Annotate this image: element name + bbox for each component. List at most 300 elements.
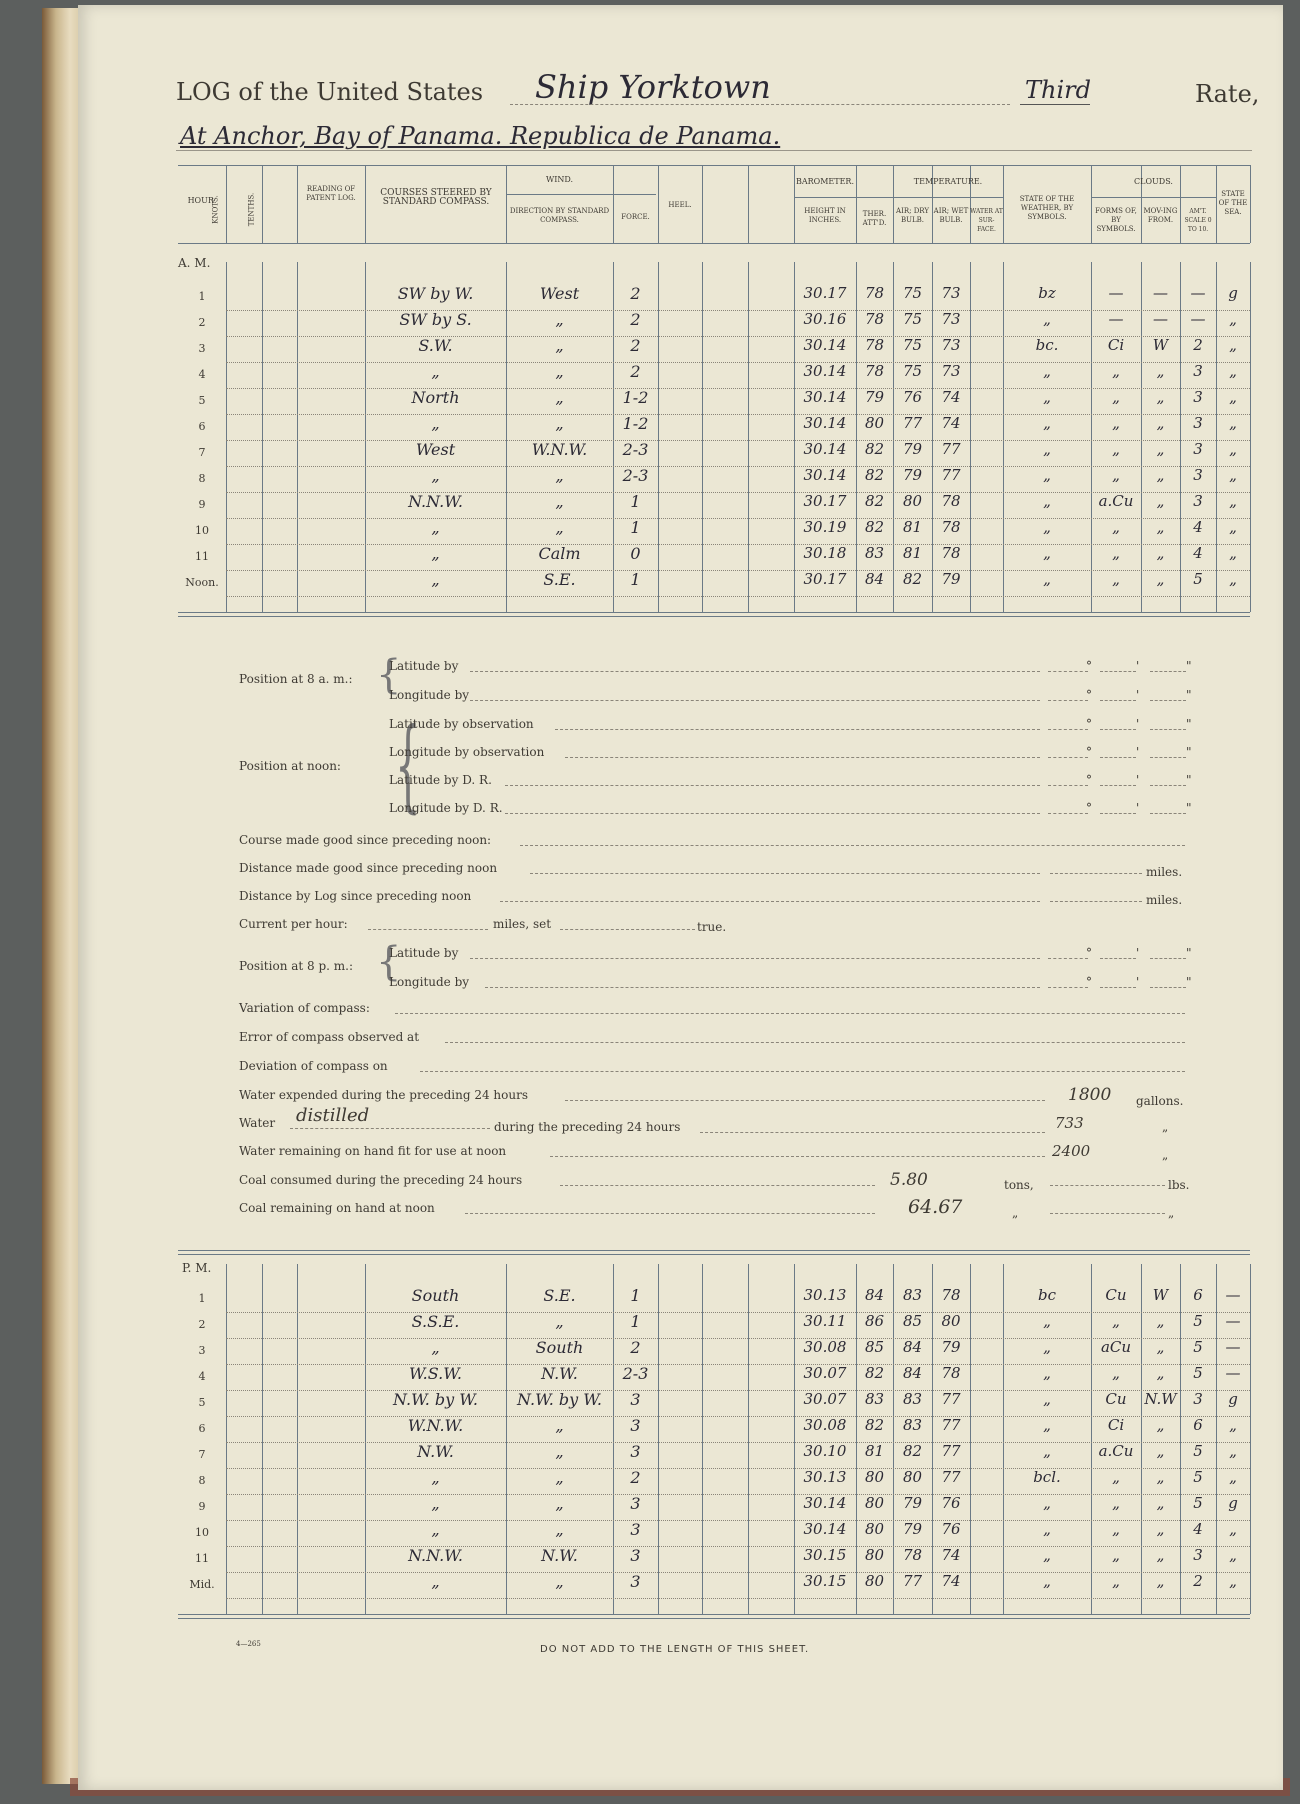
course-cell: SW by S. <box>399 310 472 329</box>
wet-cell: 77 <box>941 1468 961 1486</box>
deg-mark: ° <box>1086 801 1092 815</box>
lon-by-label-pm: Longitude by <box>389 975 470 989</box>
rate-value: Third <box>1025 76 1091 104</box>
bar-cell: 30.14 <box>803 466 847 484</box>
ther-cell: 82 <box>864 518 885 536</box>
sea-cell: — <box>1225 1286 1241 1304</box>
weather-cell: „ <box>1043 1546 1051 1564</box>
min-mark: ' <box>1136 946 1140 960</box>
amount-cell: 3 <box>1193 388 1203 406</box>
hour-cell: 3 <box>198 342 206 355</box>
dry-cell: 77 <box>902 414 923 432</box>
coal-remaining-label: Coal remaining on hand at noon <box>239 1201 435 1215</box>
dry-cell: 83 <box>902 1416 923 1434</box>
sea-header: STATE OF THE SEA. <box>1218 190 1248 216</box>
dry-cell: 77 <box>902 1572 923 1590</box>
ditto-mark: „ <box>1162 1148 1169 1162</box>
wet-cell: 78 <box>941 492 961 510</box>
weather-cell: bc. <box>1035 336 1059 354</box>
weather-cell: „ <box>1043 570 1051 588</box>
wet-cell: 76 <box>941 1494 961 1512</box>
hour-cell: 7 <box>198 446 206 459</box>
water-label: Water <box>239 1116 276 1130</box>
bar-cell: 30.14 <box>803 388 847 406</box>
sea-cell: „ <box>1229 1468 1237 1486</box>
dry-cell: 79 <box>902 466 923 484</box>
hour-cell: 1 <box>198 1292 206 1305</box>
ther-cell: 79 <box>864 388 885 406</box>
water-remaining-label: Water remaining on hand fit for use at noon <box>239 1144 507 1158</box>
min-mark: ' <box>1136 745 1140 759</box>
dry-cell: 78 <box>902 1546 923 1564</box>
cloud-amount-header: AM'T. SCALE 0 TO 10. <box>1184 208 1212 233</box>
hour-cell: 8 <box>198 1474 206 1487</box>
wind-cell: „ <box>555 492 564 511</box>
moving-cell: „ <box>1156 414 1165 432</box>
gallons-label: gallons. <box>1136 1094 1184 1108</box>
hour-cell: 6 <box>198 1422 206 1435</box>
wet-cell: 78 <box>941 1286 961 1304</box>
amount-cell: 4 <box>1193 544 1203 562</box>
moving-cell: „ <box>1156 1494 1165 1512</box>
wind-cell: West <box>539 284 580 303</box>
wet-cell: 74 <box>941 1572 961 1590</box>
dry-cell: 75 <box>902 336 923 354</box>
moving-cell: N.W <box>1144 1390 1177 1408</box>
course-cell: North <box>411 388 460 407</box>
forms-cell: „ <box>1112 1312 1120 1330</box>
bar-cell: 30.13 <box>803 1286 847 1304</box>
dry-cell: 79 <box>902 440 923 458</box>
dry-cell: 80 <box>902 492 923 510</box>
hour-header: HOUR. <box>187 196 217 205</box>
deg-mark: ° <box>1086 975 1092 989</box>
weather-cell: „ <box>1043 492 1051 510</box>
wet-cell: 77 <box>941 1442 961 1460</box>
ship-name-line <box>510 104 1010 105</box>
hour-cell: 7 <box>198 1448 206 1461</box>
moving-cell: „ <box>1156 1338 1165 1356</box>
water-remaining-value: 2400 <box>1052 1142 1091 1160</box>
course-cell: W.S.W. <box>409 1364 462 1383</box>
forms-cell: a.Cu <box>1098 1442 1134 1460</box>
ther-cell: 78 <box>864 336 885 354</box>
cloud-moving-header: MOV-ING FROM. <box>1143 207 1178 224</box>
bar-cell: 30.14 <box>803 336 847 354</box>
forms-cell: — <box>1108 310 1124 328</box>
ther-cell: 82 <box>864 1416 885 1434</box>
wind-cell: N.W. <box>541 1546 578 1565</box>
min-mark: ' <box>1136 717 1140 731</box>
course-cell: S.S.E. <box>411 1312 460 1331</box>
moving-cell: „ <box>1156 1520 1165 1538</box>
weather-cell: „ <box>1043 1338 1051 1356</box>
deg-mark: ° <box>1086 717 1092 731</box>
sec-mark: " <box>1186 773 1192 787</box>
hour-cell: 4 <box>198 1370 206 1383</box>
amount-cell: 2 <box>1193 1572 1203 1590</box>
sea-cell: „ <box>1229 1572 1237 1590</box>
min-mark: ' <box>1136 975 1140 989</box>
lon-obs-label: Longitude by observation <box>389 745 545 759</box>
coal-consumed-value: 5.80 <box>890 1170 928 1190</box>
dry-cell: 80 <box>902 1468 923 1486</box>
moving-cell: „ <box>1156 544 1165 562</box>
wind-cell: „ <box>555 336 564 355</box>
forms-cell: aCu <box>1100 1338 1132 1356</box>
forms-cell: „ <box>1112 1468 1120 1486</box>
ther-cell: 80 <box>864 414 885 432</box>
weather-cell: „ <box>1043 440 1051 458</box>
amount-cell: 3 <box>1193 440 1203 458</box>
ther-cell: 80 <box>864 1494 885 1512</box>
sec-mark: " <box>1186 745 1192 759</box>
ther-cell: 82 <box>864 466 885 484</box>
dist-log-label: Distance by Log since preceding noon <box>239 889 472 903</box>
course-cell: „ <box>431 362 440 381</box>
forms-cell: „ <box>1112 388 1120 406</box>
amount-cell: — <box>1190 284 1206 302</box>
hour-cell: 5 <box>198 394 206 407</box>
amount-cell: 6 <box>1193 1416 1203 1434</box>
forms-cell: „ <box>1112 362 1120 380</box>
weather-cell: „ <box>1043 1520 1051 1538</box>
bar-cell: 30.13 <box>803 1468 847 1486</box>
sea-cell: g <box>1228 284 1238 302</box>
forms-cell: a.Cu <box>1098 492 1134 510</box>
wet-cell: 77 <box>941 1390 961 1408</box>
wet-cell: 80 <box>941 1312 961 1330</box>
deg-mark: ° <box>1086 946 1092 960</box>
bar-cell: 30.14 <box>803 1494 847 1512</box>
variation-label: Variation of compass: <box>239 1001 370 1015</box>
course-cell: „ <box>431 1572 440 1591</box>
course-cell: SW by W. <box>397 284 474 303</box>
force-cell: 1-2 <box>622 388 649 407</box>
force-cell: 3 <box>630 1546 641 1565</box>
sec-mark: " <box>1186 688 1192 702</box>
hour-cell: 9 <box>198 498 206 511</box>
dry-cell: 75 <box>902 362 923 380</box>
air-wet-header: AIR; WET BULB. <box>933 207 969 224</box>
moving-cell: W <box>1152 336 1169 354</box>
forms-cell: „ <box>1112 466 1120 484</box>
pos-8am-label: Position at 8 a. m.: <box>239 672 353 686</box>
bar-cell: 30.15 <box>803 1572 847 1590</box>
tons-label: tons, <box>1004 1178 1034 1192</box>
dry-cell: 82 <box>902 570 923 588</box>
deg-mark: ° <box>1086 745 1092 759</box>
min-mark: ' <box>1136 688 1140 702</box>
force-cell: 2-3 <box>622 440 649 459</box>
deg-mark: ° <box>1086 773 1092 787</box>
wind-cell: „ <box>555 1312 564 1331</box>
sea-cell: „ <box>1229 414 1237 432</box>
deviation-label: Deviation of compass on <box>239 1059 388 1073</box>
true-label: true. <box>697 920 727 934</box>
course-cell: „ <box>431 1520 440 1539</box>
bar-cell: 30.07 <box>803 1390 847 1408</box>
force-cell: 2 <box>630 1468 641 1487</box>
ship-name: Ship Yorktown <box>535 68 771 106</box>
dry-cell: 79 <box>902 1520 923 1538</box>
wet-cell: 73 <box>941 336 961 354</box>
force-cell: 2 <box>630 336 641 355</box>
moving-cell: „ <box>1156 1416 1165 1434</box>
amount-cell: 3 <box>1193 492 1203 510</box>
wet-cell: 78 <box>941 544 961 562</box>
ther-cell: 85 <box>864 1338 885 1356</box>
knots-header: KNOTS. <box>211 195 220 224</box>
sea-cell: „ <box>1229 336 1237 354</box>
bar-cell: 30.11 <box>803 1312 847 1330</box>
forms-cell: „ <box>1112 1494 1120 1512</box>
bar-cell: 30.17 <box>803 492 847 510</box>
moving-cell: „ <box>1156 570 1165 588</box>
forms-cell: „ <box>1112 1364 1120 1382</box>
dry-cell: 75 <box>902 310 923 328</box>
course-cell: N.W. by W. <box>393 1390 478 1409</box>
weather-cell: „ <box>1043 1572 1051 1590</box>
form-number: 4—265 <box>236 1640 261 1648</box>
forms-cell: „ <box>1112 1520 1120 1538</box>
wet-cell: 74 <box>941 414 961 432</box>
hour-cell: 9 <box>198 1500 206 1513</box>
weather-cell: „ <box>1043 388 1051 406</box>
amount-cell: 5 <box>1193 1312 1203 1330</box>
weather-cell: „ <box>1043 518 1051 536</box>
forms-cell: — <box>1108 284 1124 302</box>
ther-cell: 82 <box>864 1364 885 1382</box>
amount-cell: 5 <box>1193 1468 1203 1486</box>
amount-cell: 5 <box>1193 1442 1203 1460</box>
force-cell: 1 <box>630 492 641 511</box>
force-cell: 2 <box>630 284 641 303</box>
dist-made-label: Distance made good since preceding noon <box>239 861 498 875</box>
sea-cell: „ <box>1229 1442 1237 1460</box>
sea-cell: „ <box>1229 388 1237 406</box>
pos-noon-label: Position at noon: <box>239 759 341 773</box>
wind-cell: Calm <box>538 544 581 563</box>
course-made-label: Course made good since preceding noon: <box>239 833 492 847</box>
hour-cell: 3 <box>198 1344 206 1357</box>
course-cell: „ <box>431 1494 440 1513</box>
forms-cell: „ <box>1112 440 1120 458</box>
bar-ther-header: THER. ATT'D. <box>862 210 887 227</box>
bar-cell: 30.08 <box>803 1416 847 1434</box>
wet-cell: 78 <box>941 1364 961 1382</box>
am-label: A. M. <box>178 256 211 270</box>
forms-cell: Ci <box>1107 336 1125 354</box>
dry-cell: 84 <box>902 1338 923 1356</box>
forms-cell: „ <box>1112 1572 1120 1590</box>
sea-cell: „ <box>1229 518 1237 536</box>
ther-cell: 86 <box>864 1312 885 1330</box>
ditto-mark: „ <box>1012 1206 1019 1220</box>
course-cell: West <box>415 440 456 459</box>
sec-mark: " <box>1186 946 1192 960</box>
course-cell: „ <box>431 1468 440 1487</box>
moving-cell: „ <box>1156 1468 1165 1486</box>
lat-by-label: Latitude by <box>389 659 459 673</box>
hour-cell: 2 <box>198 316 206 329</box>
wet-cell: 77 <box>941 440 961 458</box>
moving-cell: W <box>1152 1286 1169 1304</box>
ditto-mark: „ <box>1162 1120 1169 1134</box>
course-cell: „ <box>431 518 440 537</box>
amount-cell: 3 <box>1193 466 1203 484</box>
force-cell: 2 <box>630 1338 641 1357</box>
bar-cell: 30.07 <box>803 1364 847 1382</box>
moving-cell: „ <box>1156 1364 1165 1382</box>
forms-cell: „ <box>1112 570 1120 588</box>
weather-cell: „ <box>1043 1312 1051 1330</box>
moving-cell: „ <box>1156 518 1165 536</box>
ther-cell: 78 <box>864 362 885 380</box>
hour-cell: 5 <box>198 1396 206 1409</box>
forms-cell: „ <box>1112 1546 1120 1564</box>
ther-cell: 82 <box>864 440 885 458</box>
forms-cell: „ <box>1112 414 1120 432</box>
wet-cell: 77 <box>941 466 961 484</box>
dry-cell: 75 <box>902 284 923 302</box>
wind-cell: „ <box>555 388 564 407</box>
weather-cell: bz <box>1038 284 1056 302</box>
wind-cell: „ <box>555 1416 564 1435</box>
air-dry-header: AIR; DRY BULB. <box>896 207 929 224</box>
moving-cell: „ <box>1156 1442 1165 1460</box>
wet-cell: 76 <box>941 1520 961 1538</box>
weather-cell: „ <box>1043 310 1051 328</box>
ther-cell: 80 <box>864 1468 885 1486</box>
wind-cell: „ <box>555 414 564 433</box>
miles-label: miles. <box>1146 865 1183 879</box>
wind-direction-header: DIRECTION BY STANDARD COMPASS. <box>509 207 610 224</box>
cloud-forms-header: FORMS OF, BY SYMBOLS. <box>1095 207 1137 233</box>
amount-cell: 5 <box>1193 1338 1203 1356</box>
force-cell: 2-3 <box>622 1364 649 1383</box>
coal-remaining-value: 64.67 <box>908 1196 963 1218</box>
force-cell: 0 <box>630 544 641 563</box>
hour-cell: 10 <box>195 1526 209 1539</box>
hour-cell: Mid. <box>189 1578 215 1591</box>
course-cell: S.W. <box>418 336 453 355</box>
ther-cell: 80 <box>864 1546 885 1564</box>
force-cell: 1 <box>630 1286 641 1305</box>
moving-cell: — <box>1153 284 1168 302</box>
barometer-header: BAROMETER. <box>795 177 854 186</box>
force-cell: 1 <box>630 518 641 537</box>
course-cell: „ <box>431 414 440 433</box>
pm-label: P. M. <box>182 1261 212 1275</box>
course-cell: South <box>411 1286 460 1305</box>
weather-cell: bcl. <box>1033 1468 1061 1486</box>
wind-cell: S.E. <box>543 570 576 589</box>
wet-cell: 73 <box>941 284 961 302</box>
weather-cell: „ <box>1043 1364 1051 1382</box>
ther-cell: 80 <box>864 1520 885 1538</box>
min-mark: ' <box>1136 801 1140 815</box>
tenths-header: TENTHS. <box>247 192 256 227</box>
ther-cell: 81 <box>864 1442 885 1460</box>
lon-by-label: Longitude by <box>389 688 470 702</box>
course-cell: „ <box>431 1338 440 1357</box>
weather-cell: bc <box>1037 1286 1056 1304</box>
ther-cell: 83 <box>864 544 885 562</box>
wind-cell: „ <box>555 1468 564 1487</box>
bar-cell: 30.17 <box>803 570 847 588</box>
forms-cell: Cu <box>1105 1390 1127 1408</box>
coal-consumed-label: Coal consumed during the preceding 24 hours <box>239 1173 523 1187</box>
force-cell: 3 <box>630 1520 641 1539</box>
weather-header: STATE OF THE WEATHER, BY SYMBOLS. <box>1019 195 1075 221</box>
sea-cell: g <box>1228 1494 1238 1512</box>
wind-cell: „ <box>555 518 564 537</box>
amount-cell: 5 <box>1193 570 1203 588</box>
dry-cell: 81 <box>902 544 923 562</box>
ther-cell: 78 <box>864 284 885 302</box>
bar-cell: 30.18 <box>803 544 847 562</box>
bar-cell: 30.10 <box>803 1442 847 1460</box>
course-cell: „ <box>431 466 440 485</box>
lbs-label: lbs. <box>1168 1178 1190 1192</box>
ditto-mark: „ <box>1168 1206 1175 1220</box>
bar-height-header: HEIGHT IN INCHES. <box>804 207 846 224</box>
dry-cell: 84 <box>902 1364 923 1382</box>
dry-cell: 82 <box>902 1442 923 1460</box>
brace: { <box>376 939 402 985</box>
hour-cell: 2 <box>198 1318 206 1331</box>
sea-cell: — <box>1225 1364 1241 1382</box>
heel-header: HEEL. <box>668 201 692 209</box>
weather-cell: „ <box>1043 1416 1051 1434</box>
weather-cell: „ <box>1043 362 1051 380</box>
sheet-notice: DO NOT ADD TO THE LENGTH OF THIS SHEET. <box>540 1644 810 1655</box>
bar-cell: 30.19 <box>803 518 847 536</box>
forms-cell: „ <box>1112 544 1120 562</box>
min-mark: ' <box>1136 773 1140 787</box>
bar-cell: 30.14 <box>803 362 847 380</box>
force-cell: 3 <box>630 1390 641 1409</box>
moving-cell: „ <box>1156 1312 1165 1330</box>
wind-cell: „ <box>555 1572 564 1591</box>
deg-mark: ° <box>1086 688 1092 702</box>
sec-mark: " <box>1186 975 1192 989</box>
sea-cell: „ <box>1229 310 1237 328</box>
sec-mark: " <box>1186 717 1192 731</box>
temperature-header: TEMPERATURE. <box>913 177 983 186</box>
forms-cell: Cu <box>1105 1286 1127 1304</box>
location-text: At Anchor, Bay of Panama. Republica de Panama. <box>180 122 781 150</box>
dry-cell: 85 <box>902 1312 923 1330</box>
miles-set-label: miles, set <box>493 917 552 931</box>
bar-cell: 30.14 <box>803 1520 847 1538</box>
hour-cell: 11 <box>195 550 209 563</box>
forms-cell: Ci <box>1107 1416 1125 1434</box>
weather-cell: „ <box>1043 414 1051 432</box>
sea-cell: — <box>1225 1312 1241 1330</box>
amount-cell: 4 <box>1193 518 1203 536</box>
ther-cell: 83 <box>864 1390 885 1408</box>
amount-cell: 3 <box>1193 362 1203 380</box>
amount-cell: 3 <box>1193 1546 1203 1564</box>
force-cell: 1 <box>630 1312 641 1331</box>
weather-cell: „ <box>1043 1390 1051 1408</box>
sea-cell: „ <box>1229 440 1237 458</box>
hour-cell: 4 <box>198 368 206 381</box>
lat-by-label-pm: Latitude by <box>389 946 459 960</box>
wet-cell: 74 <box>941 1546 961 1564</box>
